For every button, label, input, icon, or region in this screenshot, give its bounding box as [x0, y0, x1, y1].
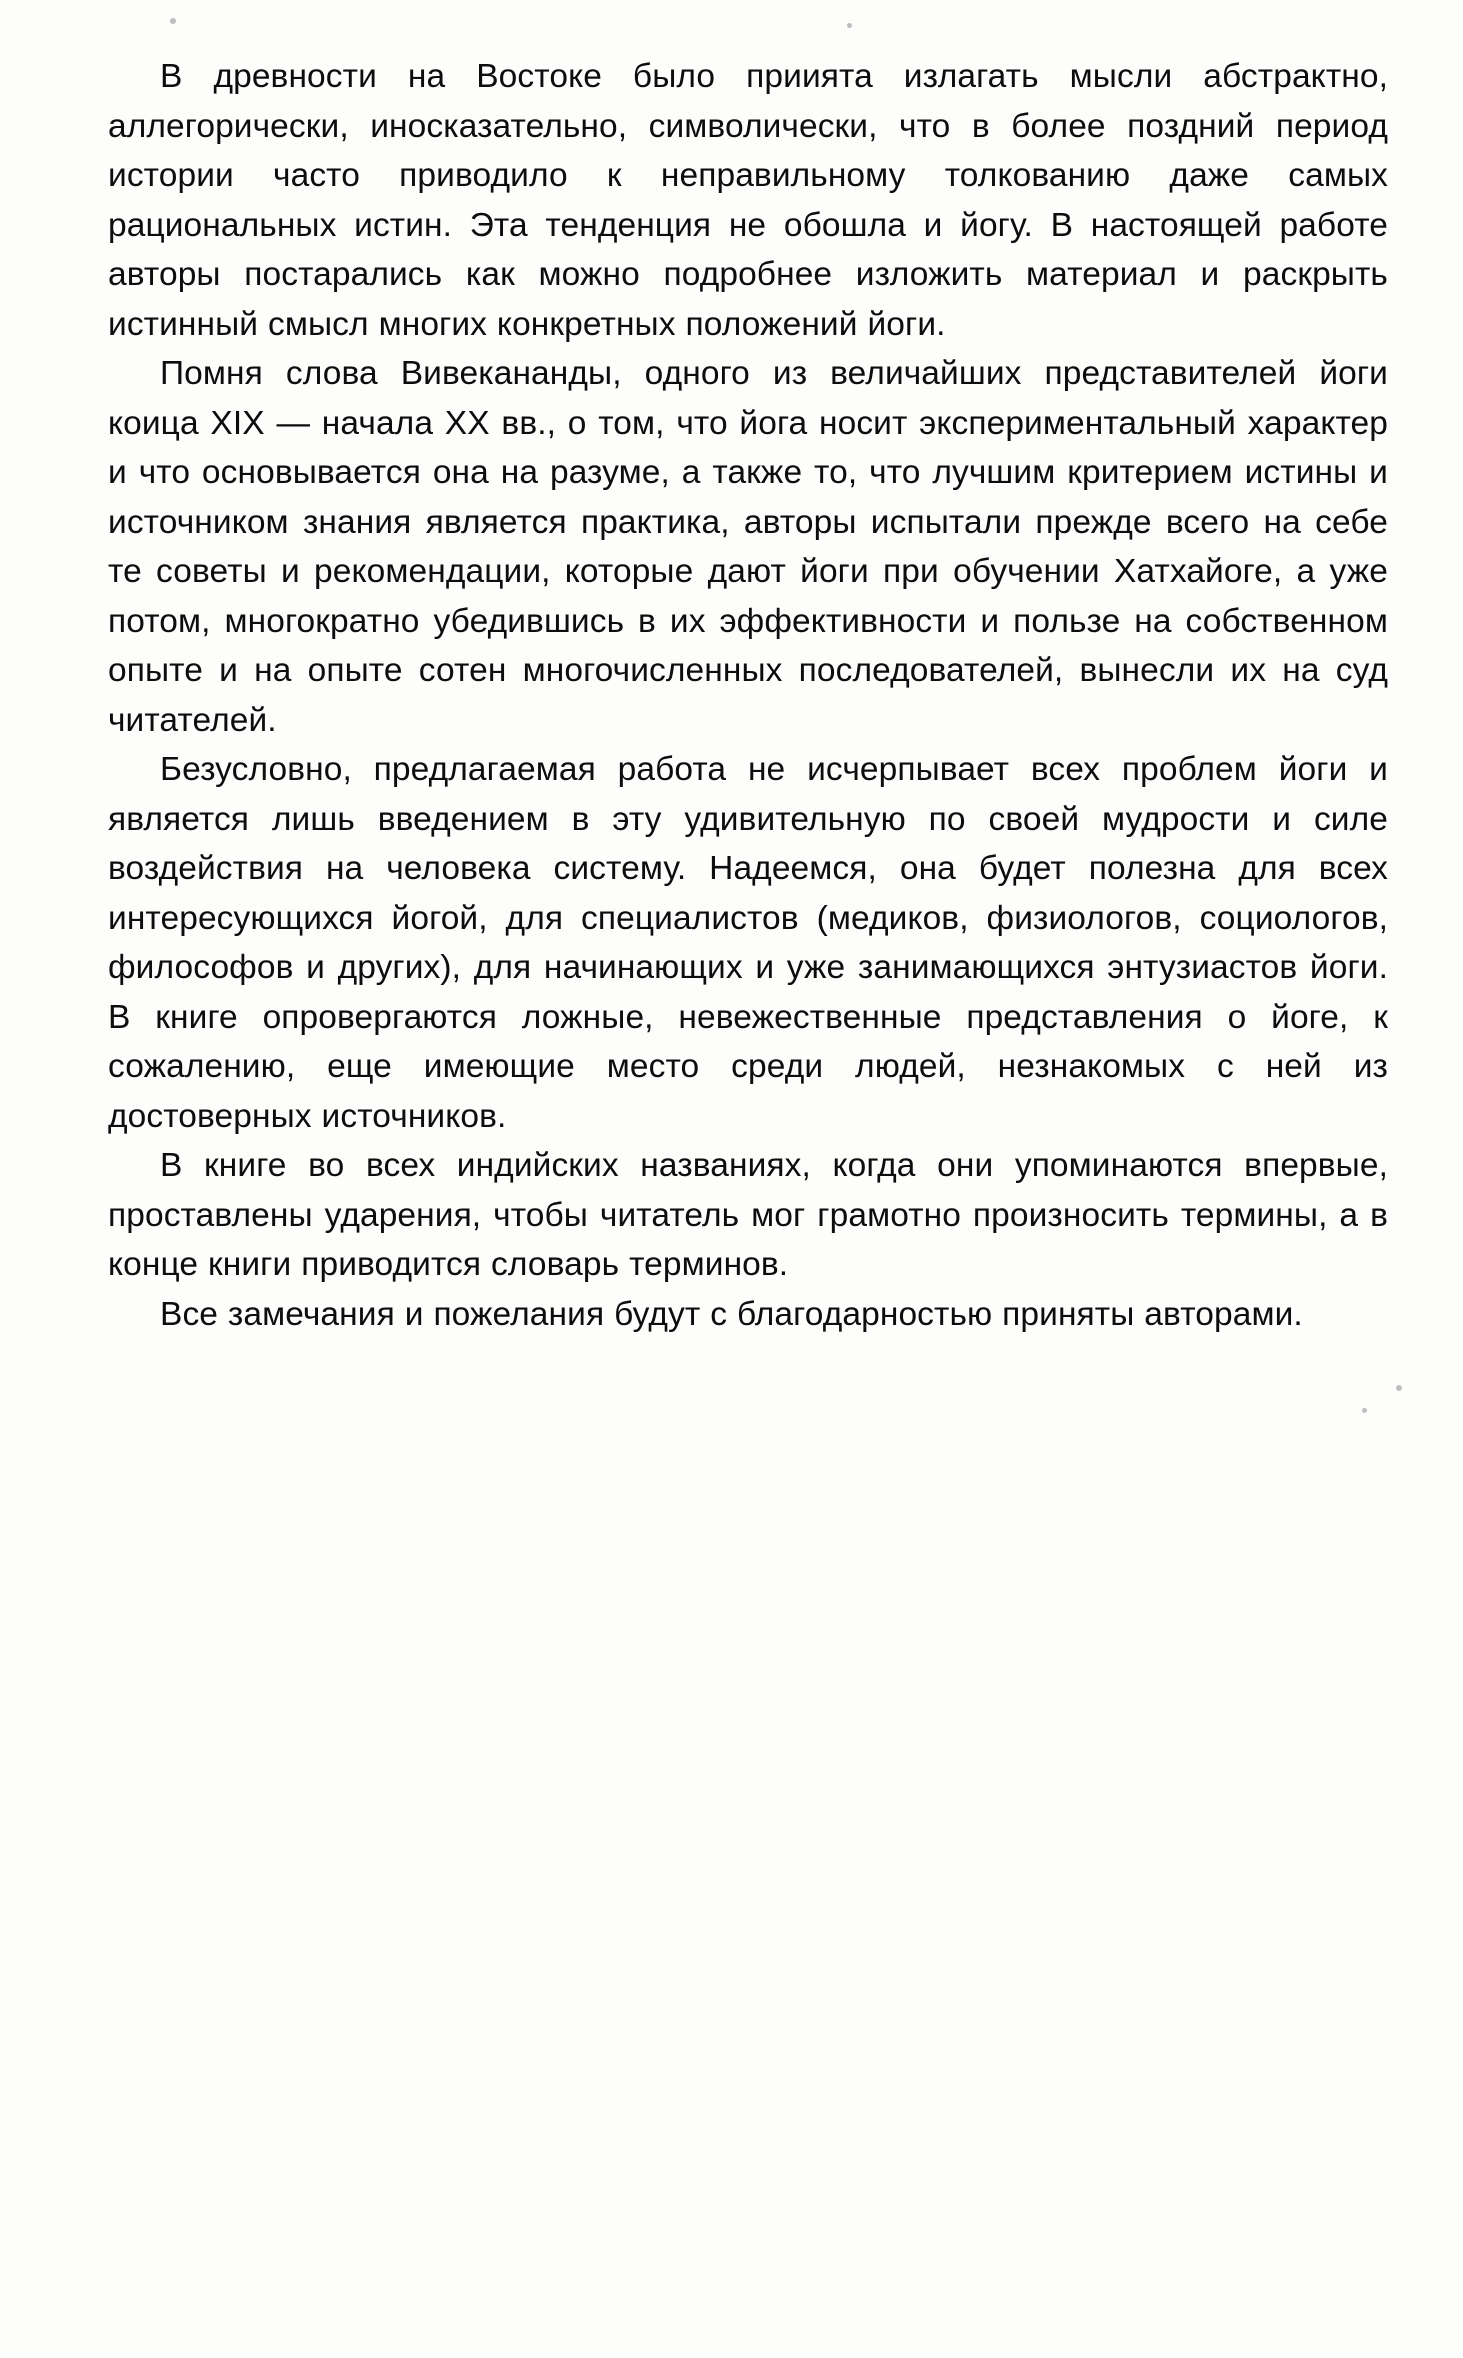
scan-artifact-dot	[1396, 1385, 1402, 1391]
paragraph-1: В древности на Востоке было приията излагать мысли абстрактно, аллегорически, иносказательно, символически, что в более поздний период истории часто приводило к неправильному толкованию даже самых рациональных истин. Эта тенденция не обошла и йогу. В настоящей работе авторы постарались как можно подробнее изложить материал и раскрыть истинный смысл многих конкретных положений йоги.	[108, 58, 1388, 343]
scan-artifact-dot	[170, 18, 176, 24]
paragraph-2: Помня слова Вивекананды, одного из величайших представителей йоги коица XIX — начала XX вв., о том, что йога носит экспериментальный характер и что основывается она на разуме, а также то, что лучшим критерием истины и источником знания является практика, авторы испытали прежде всего на себе те советы и рекомендации, которые дают йоги при обучении Хатхайоге, а уже потом, многократно убедившись в их эффективности и пользе на собственном опыте и на опыте сотен многочисленных последователей, вынесли их на суд читателей.	[108, 355, 1388, 739]
paragraph-4: В книге во всех индийских названиях, когда они упоминаются впервые, проставлены ударения, чтобы читатель мог грамотно произносить термины, а в конце книги приводится словарь терминов.	[108, 1147, 1388, 1283]
body-text-column	[108, 52, 1388, 1339]
paragraph-3: Безусловно, предлагаемая работа не исчерпывает всех проблем йоги и является лишь введением в эту удивительную по своей мудрости и силе воздействия на человека систему. Надеемся, она будет полезна для всех интересующихся йогой, для специалистов (медиков, физиологов, социологов, философов и других), для начинающих и уже занимающихся энтузиастов йоги. В книге опровергаются ложные, невежественные представления о йоге, к сожалению, еще имеющие место среди людей, незнакомых с ней из достоверных источников.	[108, 751, 1388, 1135]
scan-artifact-dot	[847, 23, 852, 28]
scan-artifact-dot	[1362, 1408, 1367, 1413]
paragraph-5: Все замечания и пожелания будут с благодарностью приняты авторами.	[160, 1295, 1303, 1333]
